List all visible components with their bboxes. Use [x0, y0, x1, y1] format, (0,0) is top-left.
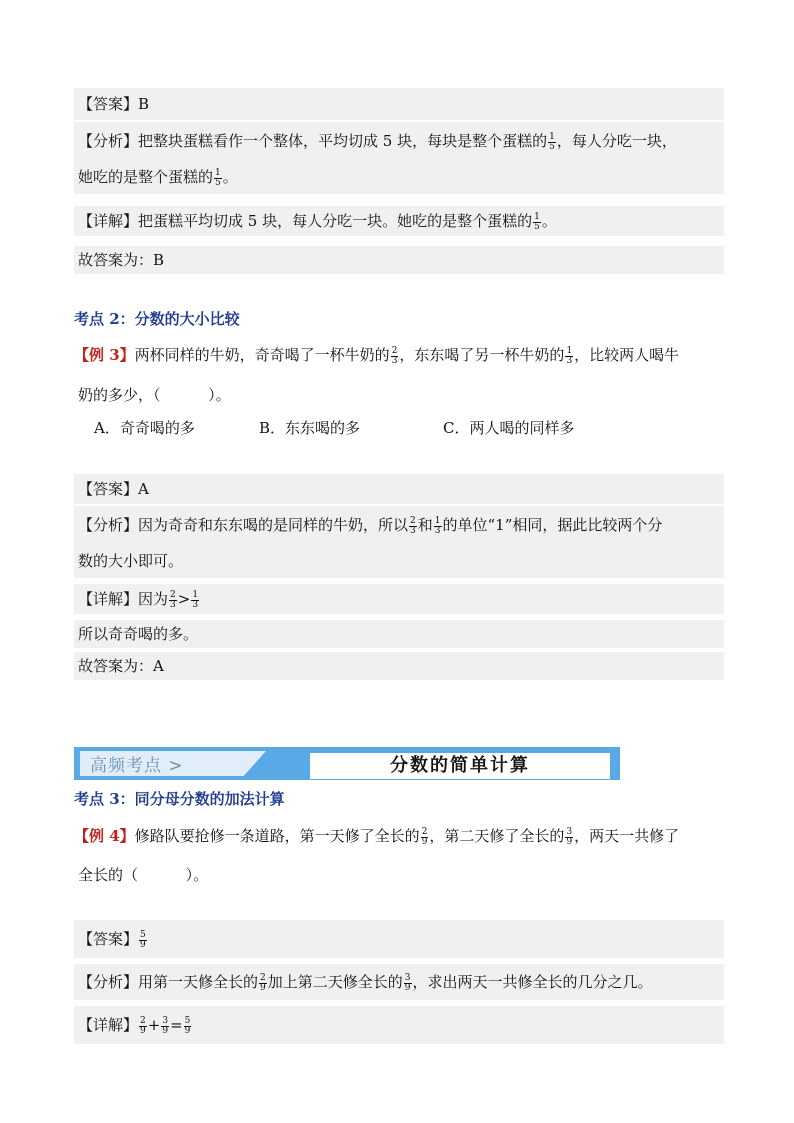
fraction: $\frac{5}{9}$	[184, 1015, 191, 1036]
fraction: $\frac{1}{3}$	[192, 589, 199, 610]
fraction: $\frac{1}{3}$	[566, 345, 573, 366]
fraction: $\frac{1}{5}$	[534, 211, 540, 232]
answer-line: 【答案】B	[74, 88, 724, 120]
fraction: $\frac{5}{9}$	[140, 929, 146, 950]
example-4-line-2: 全长的（ ）。	[78, 866, 209, 884]
section-banner	[74, 747, 620, 780]
fraction: $\frac{3}{9}$	[404, 972, 411, 993]
analysis-line-2: 她吃的是整个蛋糕的 $\frac{1}{5}$ 。	[78, 167, 238, 188]
option-b: B．东东喝的多	[259, 419, 361, 437]
analysis-line-1: 【分析】因为奇奇和东东喝的是同样的牛奶，所以 $\frac{2}{3}$ 和 $\frac{1}{3}$ 的单位“1”相同，据此比较两个分	[78, 515, 663, 536]
fraction: $\frac{3}{9}$	[566, 826, 573, 847]
final-answer-line: 故答案为：A	[74, 652, 724, 680]
example-4-line-1: 【例 4】修路队要抢修一条道路，第一天修了全长的 $\frac{2}{9}$ ，第二天修了全长的 $\frac{3}{9}$ ，两天一共修了	[74, 826, 680, 847]
fraction: $\frac{2}{9}$	[140, 1015, 146, 1036]
detail-line: 【详解】因为 $\frac{2}{3}$ > $\frac{1}{3}$	[74, 584, 724, 614]
example-3-line-1: 【例 3】两杯同样的牛奶，奇奇喝了一杯牛奶的 $\frac{2}{3}$ ，东东喝了另一杯牛奶的 $\frac{1}{3}$ ，比较两人喝牛	[74, 345, 680, 366]
detail-line-2: 所以奇奇喝的多。	[74, 620, 724, 648]
fraction: $\frac{1}{3}$	[434, 515, 441, 536]
section-heading-point-2: 考点 2：分数的大小比较	[74, 310, 240, 328]
analysis-line-1: 【分析】把整块蛋糕看作一个整体，平均切成 5 块，每块是整个蛋糕的 $\frac{1}{5}$ ，每人分吃一块，	[78, 131, 677, 152]
fraction: $\frac{2}{9}$	[421, 826, 428, 847]
fraction: $\frac{2}{3}$	[410, 515, 416, 536]
fraction: $\frac{2}{3}$	[391, 345, 398, 366]
analysis-paragraph	[74, 122, 724, 194]
final-answer-line: 故答案为：B	[74, 246, 724, 274]
fraction: $\frac{1}{5}$	[549, 131, 555, 152]
fraction: $\frac{3}{9}$	[162, 1015, 169, 1036]
example-tag: 【例 4】	[74, 827, 135, 845]
analysis-line-2: 数的大小即可。	[78, 552, 184, 570]
banner-tab-label: 高频考点 >	[90, 756, 184, 776]
example-tag: 【例 3】	[74, 346, 135, 364]
example-3-line-2: 奶的多少，（ ）。	[78, 386, 231, 404]
fraction: $\frac{2}{9}$	[260, 972, 266, 993]
answer-line: 【答案】A	[74, 474, 724, 504]
fraction: $\frac{2}{3}$	[170, 589, 176, 610]
detail-line: 【详解】把蛋糕平均切成 5 块，每人分吃一块。她吃的是整个蛋糕的 $\frac{1}{5}$ 。	[74, 206, 724, 236]
analysis-paragraph	[74, 506, 724, 578]
fraction: $\frac{1}{5}$	[215, 167, 221, 188]
section-heading-point-3: 考点 3：同分母分数的加法计算	[74, 790, 285, 808]
analysis-line: 【分析】用第一天修全长的 $\frac{2}{9}$ 加上第二天修全长的 $\frac{3}{9}$ ，求出两天一共修全长的几分之几。	[74, 964, 724, 1000]
option-a: A．奇奇喝的多	[94, 419, 195, 437]
banner-title: 分数的简单计算	[310, 753, 610, 779]
detail-line: 【详解】 $\frac{2}{9}$ + $\frac{3}{9}$ = $\frac{5}{9}$	[74, 1006, 724, 1044]
answer-line: 【答案】 $\frac{5}{9}$	[74, 920, 724, 958]
option-c: C．两人喝的同样多	[443, 419, 575, 437]
